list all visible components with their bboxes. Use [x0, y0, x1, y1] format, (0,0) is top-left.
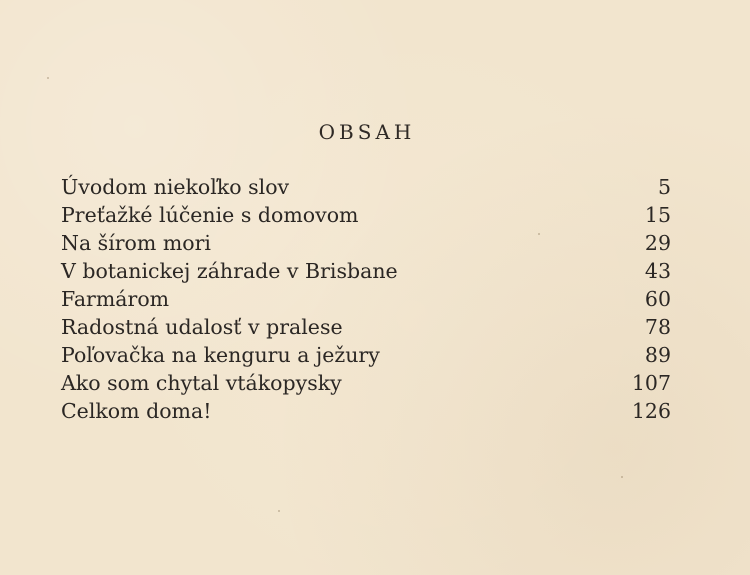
toc-entry-title: Preťažké lúčenie s domovom — [61, 203, 359, 227]
toc-entry-page: 60 — [644, 287, 671, 311]
toc-entry-page: 43 — [644, 259, 671, 283]
toc-entry — [61, 369, 671, 397]
paper-speck — [621, 476, 623, 478]
toc-entry-title: Ako som chytal vtákopysky — [61, 371, 342, 395]
toc-entry-title: V botanickej záhrade v Brisbane — [61, 259, 398, 283]
toc-entry-page: 107 — [631, 371, 671, 395]
contents-title: OBSAH — [318, 120, 416, 144]
toc-entry-page: 126 — [631, 399, 671, 423]
toc-entry — [61, 313, 671, 341]
toc-entry-page: 5 — [657, 175, 671, 199]
toc-entry-title: Úvodom niekoľko slov — [61, 175, 290, 199]
paper-speck — [278, 510, 280, 512]
toc-entry — [61, 285, 671, 313]
toc-entry — [61, 341, 671, 369]
toc-entry-title: Na šírom mori — [61, 231, 211, 255]
toc-entry-title: Radostná udalosť v pralese — [61, 315, 343, 339]
paper-speck — [538, 233, 540, 235]
toc-entry — [61, 229, 671, 257]
toc-entry — [61, 397, 671, 425]
paper-speck — [47, 77, 49, 79]
toc-entry-page: 15 — [644, 203, 671, 227]
table-of-contents — [61, 173, 671, 425]
toc-entry-page: 78 — [644, 315, 671, 339]
toc-entry-title: Poľovačka na kenguru a ježury — [61, 343, 380, 367]
toc-entry-title: Farmárom — [61, 287, 170, 311]
toc-entry-page: 29 — [644, 231, 671, 255]
toc-entry — [61, 201, 671, 229]
toc-entry — [61, 257, 671, 285]
toc-entry — [61, 173, 671, 201]
toc-entry-page: 89 — [644, 343, 671, 367]
toc-entry-title: Celkom doma! — [61, 399, 212, 423]
